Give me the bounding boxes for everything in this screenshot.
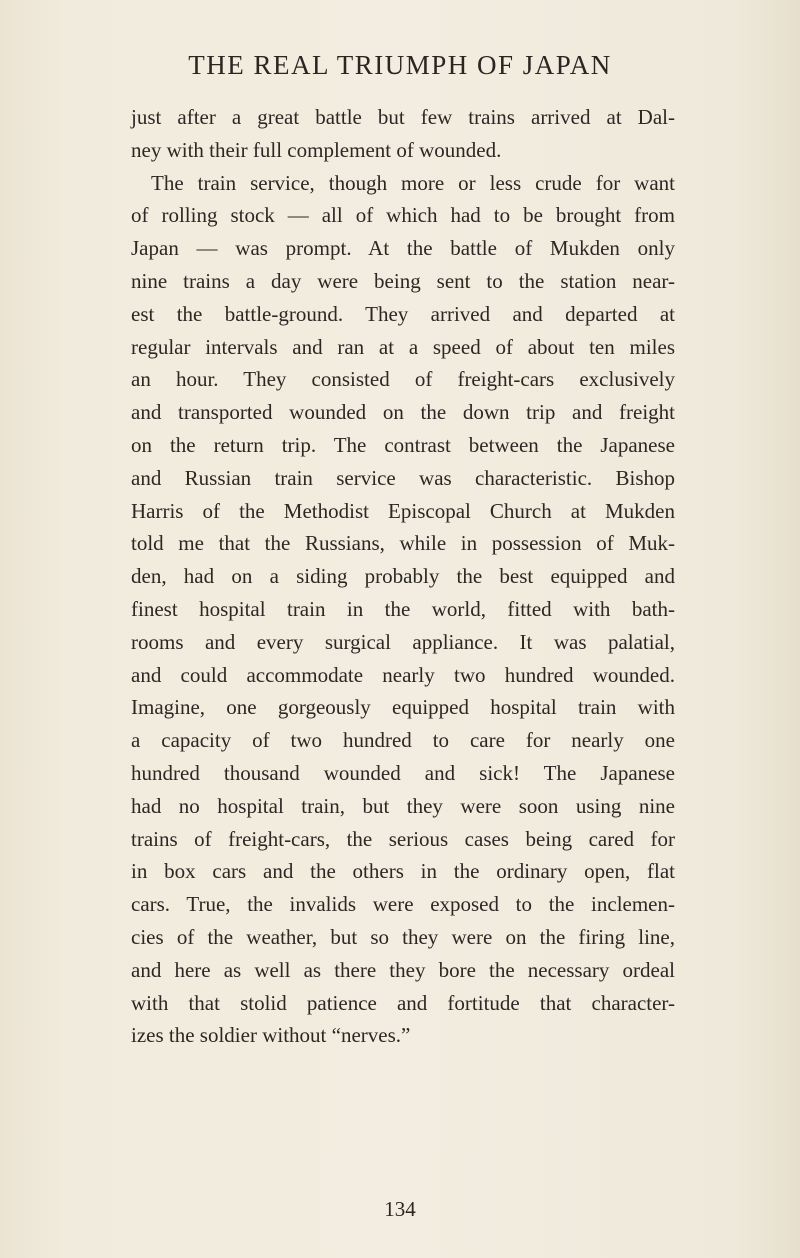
text-line: had no hospital train, but they were soon using nine xyxy=(131,793,675,818)
text-line: Harris of the Methodist Episcopal Church at Mukden xyxy=(131,498,675,523)
running-head: THE REAL TRIUMPH OF JAPAN xyxy=(188,50,612,80)
text-line: an hour. They consisted of freight-cars exclusively xyxy=(131,367,675,392)
text-line: Japan — was prompt. At the battle of Mukden only xyxy=(131,236,675,261)
text-line: cars. True, the invalids were exposed to the inclemen- xyxy=(131,892,675,917)
text-line: in box cars and the others in the ordinary open, flat xyxy=(131,859,675,884)
text-line: with that stolid patience and fortitude that character- xyxy=(131,990,675,1015)
text-line: rooms and every surgical appliance. It was palatial, xyxy=(131,629,675,654)
text-line: just after a great battle but few trains arrived at Dal- xyxy=(131,105,675,129)
text-line: and transported wounded on the down trip and freight xyxy=(131,400,675,425)
text-line: regular intervals and ran at a speed of about ten miles xyxy=(131,334,675,359)
text-line: nine trains a day were being sent to the station near- xyxy=(131,268,675,293)
text-line: and Russian train service was characteristic. Bishop xyxy=(131,465,675,490)
body-text xyxy=(131,101,675,1052)
text-line: of rolling stock — all of which had to be brought from xyxy=(131,203,675,228)
text-line: izes the soldier without “nerves.” xyxy=(131,1023,411,1048)
text-line: trains of freight-cars, the serious cases being cared for xyxy=(131,826,675,851)
text-line: den, had on a siding probably the best equipped and xyxy=(131,564,675,589)
text-line: and here as well as there they bore the necessary ordeal xyxy=(131,957,675,982)
text-line: on the return trip. The contrast between the Japanese xyxy=(131,432,675,457)
text-line: told me that the Russians, while in possession of Muk- xyxy=(131,531,675,556)
text-line: est the battle-ground. They arrived and departed at xyxy=(131,301,675,326)
text-line: Imagine, one gorgeously equipped hospital train with xyxy=(131,695,675,720)
text-line: and could accommodate nearly two hundred wounded. xyxy=(131,662,675,687)
page-number: 134 xyxy=(384,1197,416,1221)
text-line: hundred thousand wounded and sick! The Japanese xyxy=(131,760,675,785)
text-line: The train service, though more or less crude for want xyxy=(151,170,675,195)
text-line: cies of the weather, but so they were on the firing line, xyxy=(131,924,675,949)
text-line: ney with their full complement of wounded. xyxy=(131,137,502,162)
text-line: finest hospital train in the world, fitted with bath- xyxy=(131,596,675,621)
text-line: a capacity of two hundred to care for nearly one xyxy=(131,728,675,753)
